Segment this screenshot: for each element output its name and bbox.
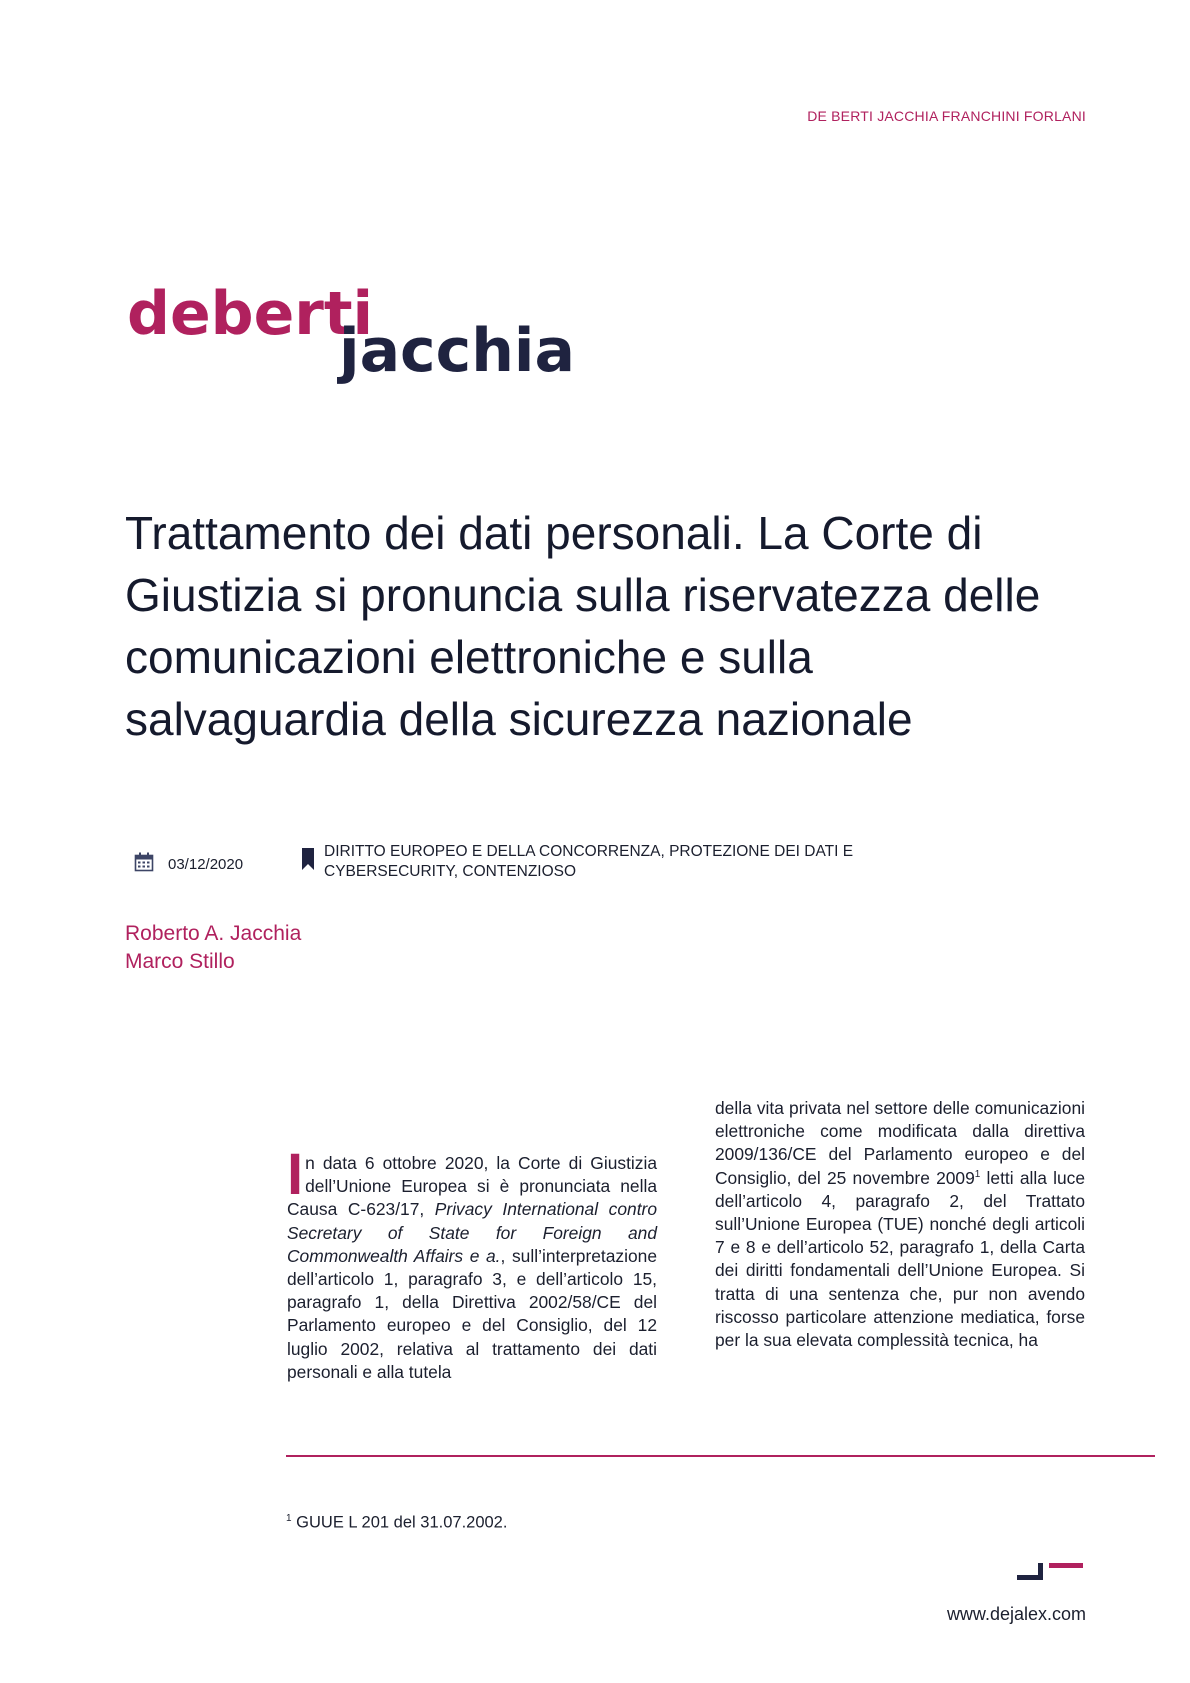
logo-part1: deberti [127, 286, 374, 349]
calendar-icon [134, 852, 154, 876]
author-2[interactable]: Marco Stillo [125, 950, 235, 973]
body-column-1 [287, 1142, 657, 1384]
drop-cap: I [287, 1142, 304, 1207]
author-1[interactable]: Roberto A. Jacchia [125, 922, 302, 945]
col1-text-a: n data 6 ottobre 2020, la Corte di Giustizia dell’Unione Europea si è pronunciata nella Causa C-623/17, [287, 1153, 657, 1220]
website-link[interactable]: www.dejalex.com [946, 1604, 1086, 1624]
categories-line-2[interactable]: CYBERSECURITY, CONTENZIOSO [324, 863, 577, 880]
footnote-divider [286, 1455, 1155, 1457]
article-date [134, 852, 243, 876]
footnote-number: 1 [286, 1513, 292, 1524]
body-column-2 [715, 1097, 1085, 1352]
company-logo [127, 286, 622, 391]
footer-logo-mark-icon [1017, 1563, 1085, 1586]
article-categories [302, 842, 962, 882]
col2-text-a: della vita privata nel settore delle comunicazioni elettroniche come modificata dalla direttiva 2009/136/CE del Parlamento europeo e del Consiglio, del 25 novembre 2009 [715, 1098, 1085, 1188]
logo-part2: jacchia [339, 316, 575, 386]
footnote [286, 1513, 507, 1533]
date-text: 03/12/2020 [168, 855, 244, 873]
article-title: Trattamento dei dati personali. La Corte di Giustizia si pronuncia sulla riservatezza delle comunicazioni elettroniche e sulla salvaguardia della sicurezza nazionale [125, 507, 1041, 745]
footnote-text: GUUE L 201 del 31.07.2002. [296, 1513, 508, 1532]
authors [125, 920, 301, 976]
case-name: Privacy International contro Secretary of State for Foreign and Commonwealth Affairs e a. [287, 1199, 657, 1266]
col1-text-b: , sull’interpretazione dell’articolo 1, paragrafo 3, e dell’articolo 15, paragrafo 1, della Direttiva 2002/58/CE del Parlamento europeo e del Consiglio, del 12 luglio 2002, relativa al trattamento dei dati personali e alla tutela [287, 1245, 657, 1382]
firm-header: DE BERTI JACCHIA FRANCHINI FORLANI [807, 108, 1086, 124]
bookmark-icon [302, 848, 314, 876]
footnote-ref[interactable]: 1 [974, 1168, 981, 1180]
col2-text-b: letti alla luce dell’articolo 4, paragrafo 2, del Trattato sull’Unione Europea (TUE) nonché degli articoli 7 e 8 e dell’articolo 52, paragrafo 1, della Carta dei diritti fondamentali dell’Unione Europea. Si tratta di una sentenza che, pur non avendo riscosso particolare attenzione mediatica, forse per la sua elevata complessità tecnica, ha [715, 1167, 1086, 1351]
categories-line-1[interactable]: DIRITTO EUROPEO E DELLA CONCORRENZA, PROTEZIONE DEI DATI E [324, 843, 854, 860]
